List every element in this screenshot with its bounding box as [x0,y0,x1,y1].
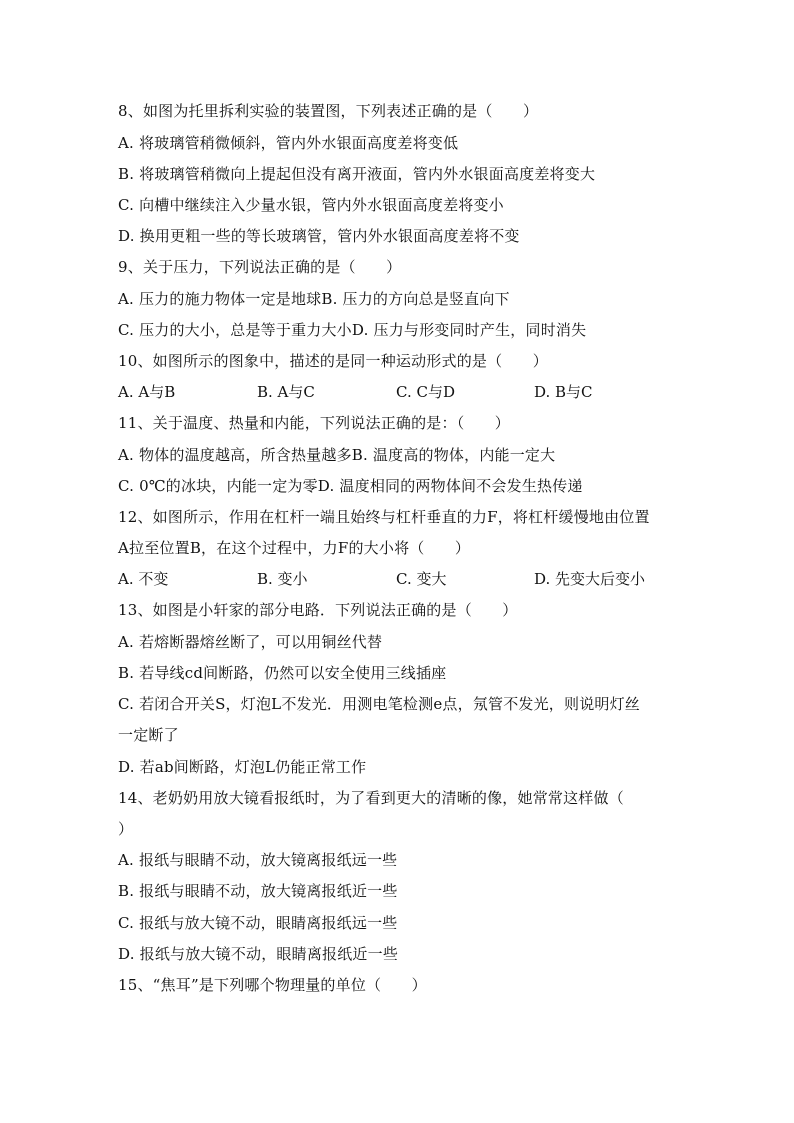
question-8-option-d: D. 换用更粗一些的等长玻璃管，管内外水银面高度差将不变 [118,227,520,245]
question-12-option-c: C. 变大 [396,570,447,588]
question-11-options-cd: C. 0℃的冰块，内能一定为零D. 温度相同的两物体间不会发生热传递 [118,477,583,495]
question-12-option-b: B. 变小 [257,570,308,588]
question-12-stem-line-2: A拉至位置B，在这个过程中，力F的大小将（ ） [118,539,471,557]
question-10-option-d: D. B与C [534,383,593,401]
question-10-option-c: C. C与D [396,383,455,401]
question-8-stem: 8、如图为托里拆利实验的装置图，下列表述正确的是（ ） [118,102,539,120]
question-14-option-d: D. 报纸与放大镜不动，眼睛离报纸近一些 [118,945,399,963]
question-11-stem: 11、关于温度、热量和内能，下列说法正确的是：（ ） [118,414,510,432]
question-10-stem: 10、如图所示的图象中，描述的是同一种运动形式的是（ ） [118,352,548,370]
question-10-option-a: A. A与B [118,383,176,401]
question-13-option-c-line-1: C. 若闭合开关S，灯泡L不发光．用测电笔检测e点，氖管不发光，则说明灯丝 [118,695,640,713]
question-12-option-d: D. 先变大后变小 [534,570,646,588]
question-13-option-b: B. 若导线cd间断路，仍然可以安全使用三线插座 [118,664,447,682]
question-9-stem: 9、关于压力，下列说法正确的是（ ） [118,258,402,276]
question-15-stem: 15、“焦耳”是下列哪个物理量的单位（ ） [118,976,427,994]
question-14-stem-line-1: 14、老奶奶用放大镜看报纸时，为了看到更大的清晰的像，她常常这样做（ [118,789,624,807]
question-13-stem: 13、如图是小轩家的部分电路．下列说法正确的是（ ） [118,601,518,619]
question-8-option-a: A. 将玻璃管稍微倾斜，管内外水银面高度差将变低 [118,134,459,152]
question-10-option-b: B. A与C [257,383,315,401]
question-12-option-a: A. 不变 [118,570,169,588]
question-8-option-c: C. 向槽中继续注入少量水银，管内外水银面高度差将变小 [118,196,504,214]
question-14-stem-line-2: ） [118,820,134,838]
question-9-options-ab: A. 压力的施力物体一定是地球B. 压力的方向总是竖直向下 [118,290,510,308]
question-14-option-a: A. 报纸与眼睛不动，放大镜离报纸远一些 [118,851,398,869]
question-13-option-c-line-2: 一定断了 [118,726,179,744]
question-9-options-cd: C. 压力的大小，总是等于重力大小D. 压力与形变同时产生，同时消失 [118,321,587,339]
question-12-stem-line-1: 12、如图所示，作用在杠杆一端且始终与杠杆垂直的力F，将杠杆缓慢地由位置 [118,508,650,526]
question-14-option-c: C. 报纸与放大镜不动，眼睛离报纸远一些 [118,914,398,932]
question-14-option-b: B. 报纸与眼睛不动，放大镜离报纸近一些 [118,882,398,900]
question-11-options-ab: A. 物体的温度越高，所含热量越多B. 温度高的物体，内能一定大 [118,446,556,464]
question-13-option-d: D. 若ab间断路，灯泡L仍能正常工作 [118,758,367,776]
question-8-option-b: B. 将玻璃管稍微向上提起但没有离开液面，管内外水银面高度差将变大 [118,165,596,183]
question-13-option-a: A. 若熔断器熔丝断了，可以用铜丝代替 [118,633,383,651]
